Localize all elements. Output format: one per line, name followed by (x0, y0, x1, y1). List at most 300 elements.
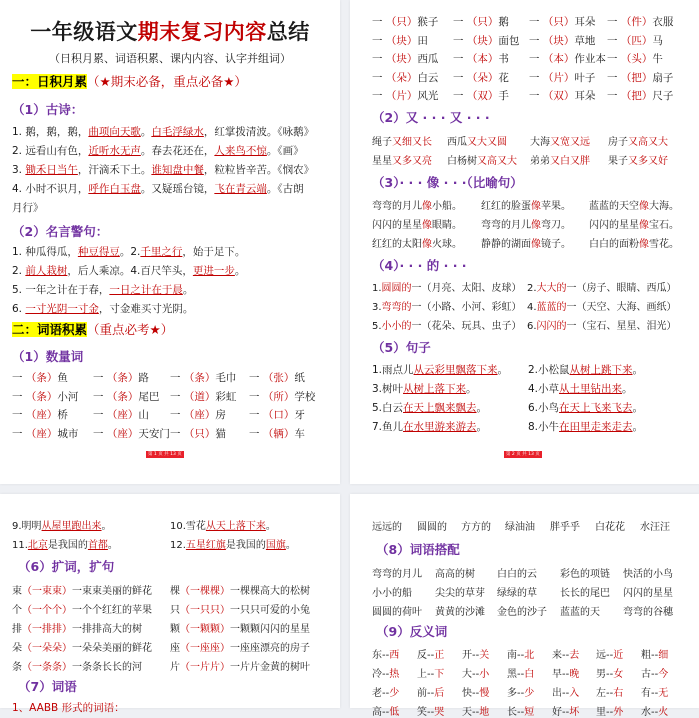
key-phrase: 从树上落下来 (403, 383, 467, 395)
abb-word: 胖乎乎 (550, 522, 580, 533)
word: 早-- (552, 669, 570, 680)
antonym-pair (507, 703, 534, 718)
poem-line (12, 181, 304, 196)
adjective: 蓝蓝的 (536, 302, 567, 313)
abb-word: 白花花 (595, 522, 625, 533)
like-word: 像 (531, 239, 541, 250)
measure-cell (607, 88, 687, 107)
text: ，始于足下。 (182, 246, 246, 258)
noun: 纸 (294, 372, 305, 384)
measure-word: （条） (106, 372, 139, 384)
punct: 。 (466, 383, 477, 395)
noun: 白云 (417, 71, 439, 84)
nouns: 一（月亮、太阳、皮球） (411, 283, 522, 294)
simile-item (589, 235, 679, 250)
antonym-pair (552, 646, 579, 661)
section-label: 一：日积月累 (12, 74, 88, 89)
nouns: 一（小路、小河、彩虹） (411, 302, 522, 313)
antonym: 入 (569, 688, 580, 699)
object: 火球。 (432, 239, 462, 250)
antonym: 关 (479, 650, 490, 661)
document-page-3 (0, 494, 340, 714)
key-phrase: 首都 (87, 540, 108, 551)
measure-word: （条） (106, 390, 139, 403)
abb-word: 水汪汪 (640, 522, 670, 533)
punct: 。 (497, 364, 509, 376)
numeral: 一 (249, 409, 263, 422)
key-phrase: 锄禾日当午 (25, 164, 78, 176)
expanded-phrase: 一个个红红的苹果 (72, 605, 152, 616)
description: 又高又大 (628, 137, 668, 148)
saying-line (12, 244, 245, 259)
word-pair: 彩色的项链 (560, 569, 610, 580)
noun: 花 (498, 71, 509, 84)
numeral: 一 (249, 372, 263, 384)
antonym-pair (552, 665, 579, 680)
text: 鹅，鹅，鹅， (25, 126, 89, 138)
measure-row (372, 51, 687, 70)
text: 。《画》 (266, 145, 304, 157)
numeral: 一 (12, 427, 26, 440)
poem-line (12, 143, 304, 158)
antonym-pair (596, 703, 623, 718)
measure-cell (529, 51, 607, 70)
measure-word: （座） (25, 409, 58, 422)
measure-word: （只） (466, 16, 499, 28)
expanded-phrase: 一只只可爱的小兔 (230, 605, 310, 616)
word: 反-- (417, 650, 435, 661)
sentence-item (372, 362, 508, 377)
measure-word: 排 (12, 624, 22, 635)
page-number: 第 1 页 共 13 页 (148, 452, 182, 457)
nouns: 一（房子、眼睛、西瓜） (566, 283, 677, 294)
text: 。《古朗 (266, 183, 304, 195)
word: 上-- (417, 669, 435, 680)
abb-word: 圆圆的 (417, 522, 447, 533)
antonym-pair (641, 665, 668, 680)
numeral: 一 (453, 90, 467, 103)
measure-word: 座 (170, 643, 180, 654)
expand-item (12, 601, 152, 616)
sentence-item (372, 419, 487, 434)
key-phrase: 从天上落下来 (205, 521, 266, 532)
description: 又多又亮 (392, 156, 432, 167)
punct: 。 (632, 364, 644, 376)
word-pair: 小小的船 (372, 588, 412, 599)
measure-word: 朵 (12, 643, 22, 654)
numeral: 一 (372, 71, 386, 84)
subject: 8.小牛 (528, 421, 560, 433)
word: 南-- (507, 650, 525, 661)
line-number: 1. (12, 126, 26, 138)
document-page-1 (0, 0, 340, 484)
text: 。 (265, 521, 276, 532)
word: 老-- (372, 688, 390, 699)
measure-word: 个 (12, 605, 22, 616)
you-you-item (608, 152, 668, 167)
line-number: 4. (12, 183, 26, 195)
text: ，红掌拨清波。《咏鹅》 (203, 126, 315, 138)
subject: 白杨树 (447, 156, 477, 167)
antonym-pair (641, 703, 668, 718)
section-note: （★期末必备，重点必备★） (87, 74, 247, 89)
key-phrase: 种豆得豆 (77, 246, 120, 258)
word: 男-- (596, 669, 614, 680)
text: 6. (12, 303, 26, 315)
measure-cell (372, 14, 453, 33)
subject: 蓝蓝的天空 (589, 201, 639, 212)
antonym-pair (372, 703, 399, 718)
poem-line (12, 162, 314, 177)
match-heading: （8）词语搭配 (376, 542, 460, 557)
text: 。又疑瑶台镜， (140, 183, 215, 195)
antonym: 下 (434, 669, 445, 680)
word-pair: 高高的树 (435, 569, 475, 580)
text: 。 (234, 265, 246, 277)
key-phrase: 前人栽树 (25, 265, 68, 277)
subject: 大海 (530, 137, 550, 148)
adjective: 闪闪的 (536, 321, 567, 332)
numeral: 一 (12, 409, 26, 422)
section-label: 二：词语积累 (12, 322, 88, 337)
measure-cell (453, 51, 529, 70)
numeral: 一 (453, 16, 467, 28)
word: 天-- (462, 707, 480, 718)
word: 来-- (552, 650, 570, 661)
text: 。 (101, 521, 112, 532)
key-phrase: 曲项向天歌 (88, 126, 141, 138)
text: ，后人乘凉。4.百尺竿头， (67, 265, 193, 277)
measure-word: （片） (542, 71, 575, 84)
word: 前-- (417, 688, 435, 699)
antonym: 后 (434, 688, 445, 699)
measure-cell (529, 33, 607, 52)
measure-word-grid (12, 370, 329, 444)
numeral: 一 (12, 372, 26, 384)
noun: 作业本 (574, 53, 606, 66)
noun: 耳朵 (574, 90, 596, 103)
noun: 马 (652, 34, 663, 47)
item-number: 2. (527, 283, 537, 294)
measure-word: （道） (183, 390, 216, 403)
word: 大-- (462, 669, 480, 680)
antonym-pair (507, 684, 534, 699)
measure-word: （座） (25, 427, 58, 440)
antonym-heading: （9）反义词 (376, 624, 448, 639)
simile-item (589, 216, 679, 231)
numeral: 一 (170, 390, 184, 403)
measure-word: 颗 (170, 624, 180, 635)
key-phrase: 更进一步 (192, 265, 235, 277)
key-phrase: 人来鸟不惊 (214, 145, 267, 157)
title-part: 总结 (266, 20, 310, 44)
noun: 衣服 (652, 16, 674, 28)
subject: 4.小草 (528, 383, 560, 395)
measure-cell (93, 426, 170, 445)
you-you-item (372, 133, 432, 148)
saying-line (12, 263, 245, 278)
sentence-item (170, 536, 296, 551)
measure-word: （张） (262, 372, 295, 384)
subject: 2.小松鼠 (528, 364, 570, 376)
expand-item (170, 582, 310, 597)
simile-item (372, 235, 462, 250)
measure-word: （块） (385, 53, 418, 66)
antonym: 少 (389, 688, 400, 699)
antonym-pair (552, 684, 579, 699)
sentence-item (170, 517, 276, 532)
key-phrase: 在田里走来走去 (559, 421, 633, 433)
key-phrase: 白毛浮绿水 (151, 126, 204, 138)
antonym: 低 (389, 707, 400, 718)
expand-item (170, 658, 310, 673)
page-subtitle: （日积月累、词语积累、课内内容、认字并组词） (49, 52, 291, 65)
measure-row (12, 407, 329, 426)
subject: 1.雨点儿 (372, 364, 414, 376)
subject: 果子 (608, 156, 628, 167)
antonym-pair (596, 646, 623, 661)
numeral: 一 (170, 427, 184, 440)
expand-item (12, 620, 142, 635)
key-phrase: 千里之行 (140, 246, 183, 258)
noun: 耳朵 (574, 16, 596, 28)
you-you-heading: （2）又 · · · 又 · · · (372, 110, 490, 125)
noun: 天安门 (138, 427, 170, 440)
measure-cell (249, 370, 329, 389)
sentence-item (372, 400, 487, 415)
expand-item (170, 639, 310, 654)
word: 冷-- (372, 669, 390, 680)
measure-cell (170, 370, 249, 389)
noun: 面包 (498, 34, 520, 47)
word: 黑-- (507, 669, 525, 680)
word-pair: 弯弯的月儿 (372, 569, 422, 580)
adjective: 弯弯的 (381, 302, 412, 313)
text: 2. (12, 265, 26, 277)
measure-word: 只 (170, 605, 180, 616)
de-item (527, 298, 677, 313)
word: 古-- (641, 669, 659, 680)
word: 长-- (507, 707, 525, 718)
text: 。 (285, 540, 296, 551)
de-item (527, 279, 677, 294)
measure-word: 棵 (170, 586, 180, 597)
word: 水-- (641, 707, 659, 718)
simile-item (481, 197, 571, 212)
you-you-item (530, 133, 590, 148)
numeral: 一 (372, 53, 386, 66)
antonym: 无 (658, 688, 669, 699)
measure-word: （块） (542, 34, 575, 47)
text: ，粒粒皆辛苦。《悯农》 (203, 164, 315, 176)
noun: 牙 (294, 409, 305, 422)
simile-heading: （3）· · · 像 · · ·（比喻句） (372, 175, 523, 190)
numeral: 一 (372, 34, 386, 47)
text: 远看山有色， (25, 145, 89, 157)
measure-word: 片 (170, 662, 180, 673)
expanded-word: （一束束） (22, 586, 72, 597)
word-pair: 金色的沙子 (497, 607, 547, 618)
measure-cell (529, 14, 607, 33)
measure-word: （头） (620, 53, 653, 66)
subject: 弯弯的月儿 (481, 220, 531, 231)
antonym: 少 (524, 688, 535, 699)
measure-cell (12, 426, 93, 445)
nouns: 一（花朵、玩具、虫子） (411, 321, 522, 332)
antonym: 短 (524, 707, 535, 718)
measure-cell (529, 88, 607, 107)
expand-item (12, 658, 142, 673)
sentence-item (372, 381, 477, 396)
measure-cell (453, 88, 529, 107)
antonym: 去 (569, 650, 580, 661)
antonym-pair (417, 665, 444, 680)
measure-row (372, 88, 687, 107)
poems-heading: （1）古诗： (12, 102, 84, 117)
adjective: 小小的 (381, 321, 412, 332)
numeral: 一 (170, 409, 184, 422)
description: 又白又胖 (550, 156, 590, 167)
text: 12. (170, 540, 186, 551)
simile-item (481, 216, 571, 231)
sentence-item (12, 536, 118, 551)
measure-cell (372, 51, 453, 70)
expanded-phrase: 一条条长长的河 (72, 662, 142, 673)
subject: 绳子 (372, 137, 392, 148)
measure-cell (170, 389, 249, 408)
antonym: 今 (658, 669, 669, 680)
noun: 扇子 (652, 71, 674, 84)
object: 雪花。 (649, 239, 679, 250)
title-highlight: 期末复习内容 (137, 20, 267, 44)
subject: 3.树叶 (372, 383, 404, 395)
subject: 5.白云 (372, 402, 404, 414)
measure-word: （只） (183, 427, 216, 440)
noun: 房 (215, 409, 226, 422)
antonym-pair (372, 684, 399, 699)
numeral: 一 (607, 16, 621, 28)
measure-word: （块） (466, 34, 499, 47)
noun: 鹅 (498, 16, 509, 28)
like-word: 像 (639, 220, 649, 231)
text: 。 (140, 126, 152, 138)
measure-word: 条 (12, 662, 22, 673)
saying-line (12, 301, 193, 316)
expand-item (12, 639, 152, 654)
key-phrase: 在天上飘来飘去 (403, 402, 477, 414)
measure-cell (93, 389, 170, 408)
item-number: 4. (527, 302, 537, 313)
description: 又细又长 (392, 137, 432, 148)
numeral: 一 (607, 90, 621, 103)
numeral: 一 (170, 372, 184, 384)
antonym: 北 (524, 650, 535, 661)
like-word: 像 (531, 220, 541, 231)
measure-word: （口） (262, 409, 295, 422)
document-page-2 (350, 0, 699, 484)
text: 。 (107, 540, 118, 551)
measure-cell (93, 370, 170, 389)
key-phrase: 在水里游来游去 (403, 421, 477, 433)
punct: 。 (622, 383, 633, 395)
key-phrase: 飞在青云端 (214, 183, 267, 195)
expand-item (170, 601, 310, 616)
noun: 桥 (57, 409, 68, 422)
punct: 。 (476, 421, 488, 433)
measure-word: （件） (620, 16, 653, 28)
key-phrase: 五星红旗 (185, 540, 226, 551)
measure-cell (93, 407, 170, 426)
section-note: （重点必考★） (87, 322, 174, 337)
item-number: 3. (372, 302, 382, 313)
antonym: 地 (479, 707, 490, 718)
description: 又多又好 (628, 156, 668, 167)
measure-word: （条） (183, 372, 216, 384)
measure-cell (249, 407, 329, 426)
text: 5. 一年之计在于春， (12, 284, 110, 296)
word: 有-- (641, 688, 659, 699)
key-phrase: 一日之计在于晨 (109, 284, 183, 296)
measure-cell (372, 33, 453, 52)
antonym: 哭 (434, 707, 445, 718)
key-phrase: 从屋里跑出来 (41, 521, 102, 532)
measure-word-grid (372, 14, 687, 107)
antonym-pair (507, 665, 534, 680)
noun: 尾巴 (138, 390, 160, 403)
object: 小船。 (432, 201, 462, 212)
text: 11. (12, 540, 28, 551)
measure-word: （块） (385, 34, 418, 47)
noun: 鱼 (57, 372, 68, 384)
simile-item (589, 197, 679, 212)
de-item (372, 317, 522, 332)
subject: 弯弯的月儿 (372, 201, 422, 212)
text: ，汗滴禾下土。 (77, 164, 152, 176)
noun: 书 (498, 53, 509, 66)
measure-word: （片） (385, 90, 418, 103)
object: 大海。 (649, 201, 679, 212)
numeral: 一 (249, 390, 263, 403)
antonym-pair (641, 684, 668, 699)
numeral: 一 (529, 34, 543, 47)
antonym: 慢 (479, 688, 490, 699)
numeral: 一 (607, 71, 621, 84)
word: 笑-- (417, 707, 435, 718)
word: 左-- (596, 688, 614, 699)
numeral: 一 (372, 16, 386, 28)
measure-cell (12, 389, 93, 408)
measure-word: （朵） (466, 71, 499, 84)
noun: 牛 (652, 53, 663, 66)
expanded-phrase: 一朵朵美丽的鲜花 (72, 643, 152, 654)
noun: 车 (294, 427, 305, 440)
numeral: 一 (93, 409, 107, 422)
key-phrase: 近听水无声 (88, 145, 141, 157)
sentence-item (12, 517, 112, 532)
numeral: 一 (372, 90, 386, 103)
subject: 房子 (608, 137, 628, 148)
noun: 山 (138, 409, 149, 422)
expanded-phrase: 一颗颗闪闪的星星 (230, 624, 310, 635)
word: 出-- (552, 688, 570, 699)
antonym: 近 (613, 650, 624, 661)
numeral: 一 (453, 53, 467, 66)
line-number: 2. (12, 145, 26, 157)
numeral: 一 (453, 34, 467, 47)
key-phrase: 呼作白玉盘 (88, 183, 141, 195)
text: ，寸金难买寸光阴。 (98, 303, 194, 315)
antonym: 白 (524, 669, 535, 680)
